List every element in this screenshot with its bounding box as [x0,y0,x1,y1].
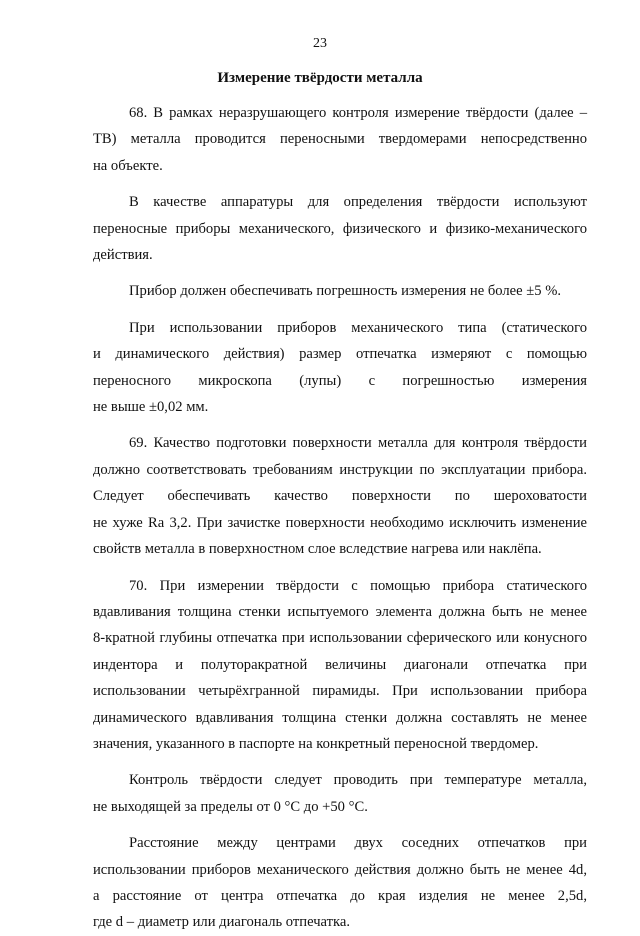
text-line: должно соответствовать требованиям инструкции по эксплуатации прибора. [93,461,587,478]
paragraph [93,315,587,421]
text-line: Контроль твёрдости следует проводить при температуре металла, [129,772,587,789]
section-heading: Измерение твёрдости металла [217,70,423,86]
paragraph [93,100,587,179]
text-line: 70. При измерении твёрдости с помощью прибора статического [129,577,587,594]
text-line: Следует обеспечивать качество поверхности по шероховатости [93,488,587,505]
text-line: динамического вдавливания толщина стенки должна составлять не менее [93,709,587,726]
text-line: и динамического действия) размер отпечатка измеряют с помощью [93,346,587,363]
text-line: использовании приборов механического действия должно быть не менее 4d, [93,861,587,878]
paragraph [93,278,587,304]
text-line: индентора и полуторакратной величины диагонали отпечатка при [93,656,587,673]
paragraph [93,767,587,820]
text-line: а расстояние от центра отпечатка до края изделия не менее 2,5d, [93,887,587,904]
text-line: где d – диаметр или диагональ отпечатка. [93,914,351,931]
text-line: на объекте. [93,157,163,174]
text-line: значения, указанного в паспорте на конкретный переносной твердомер. [93,735,539,752]
text-line: использовании четырёхгранной пирамиды. При использовании прибора [93,683,587,700]
text-line: не хуже Rа 3,2. При зачистке поверхности необходимо исключить изменение [93,514,587,531]
text-line: При использовании приборов механического типа (статического [129,319,587,336]
paragraph [93,189,587,268]
text-line: переносные приборы механического, физического и физико-механического [93,220,587,237]
text-line: действия. [93,247,153,264]
page-number: 23 [313,36,327,51]
text-line: 69. Качество подготовки поверхности металла для контроля твёрдости [129,435,587,452]
text-line: не выходящей за пределы от 0 °С до +50 °С. [93,798,368,815]
text-line: 8-кратной глубины отпечатка при использовании сферического или конусного [93,630,587,647]
text-line: переносного микроскопа (лупы) с погрешностью измерения [93,372,587,389]
text-line: Прибор должен обеспечивать погрешность измерения не более ±5 %. [129,283,562,300]
paragraph [93,573,587,758]
document-body [93,100,587,936]
text-line: свойств металла в поверхностном слое вследствие нагрева или наклёпа. [93,541,542,558]
text-line: вдавливания толщина стенки испытуемого элемента должна быть не менее [93,603,587,620]
text-line: В качестве аппаратуры для определения твёрдости используют [129,194,587,211]
text-line: не выше ±0,02 мм. [93,399,209,416]
paragraph [93,430,587,562]
paragraph [93,830,587,936]
text-line: 68. В рамках неразрушающего контроля измерение твёрдости (далее – [129,105,587,121]
text-line: Расстояние между центрами двух соседних отпечатков при [129,835,587,852]
text-line: ТВ) металла проводится переносными твердомерами непосредственно [93,131,587,148]
